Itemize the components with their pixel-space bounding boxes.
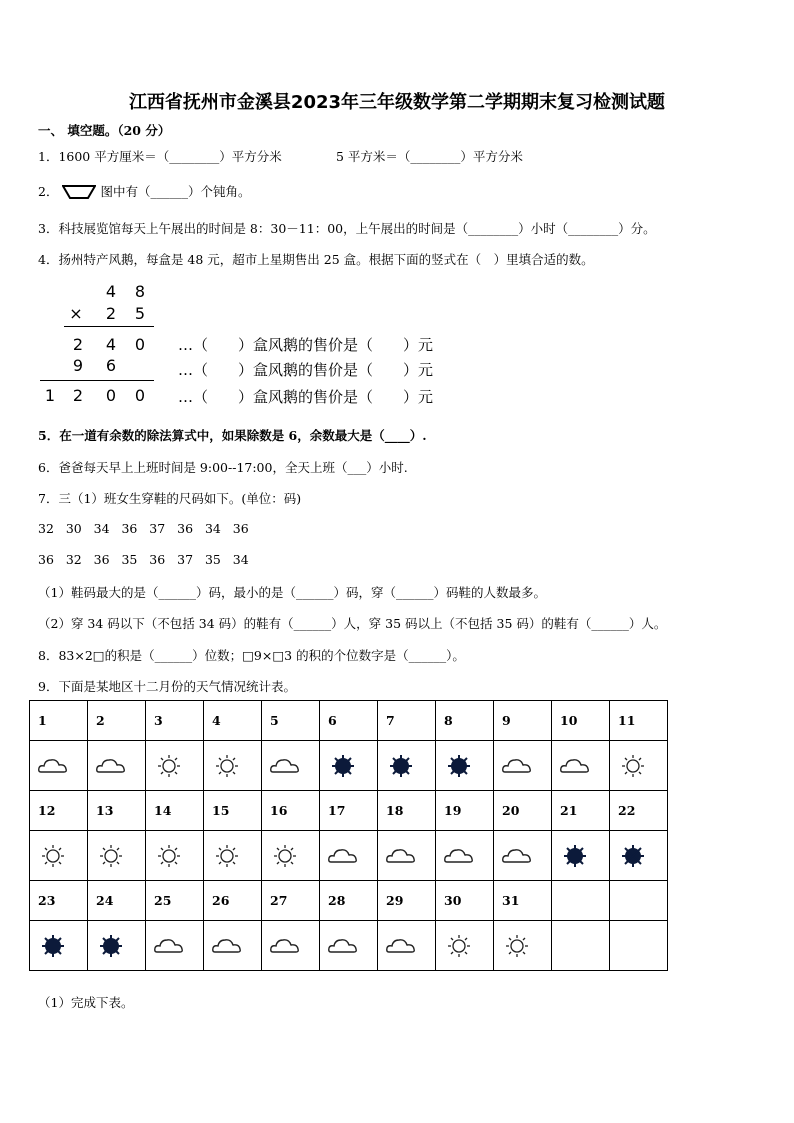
weather-day-cell: 31 — [494, 881, 552, 921]
empty-cell — [552, 921, 610, 971]
snow-icon — [443, 755, 493, 777]
sun-icon — [153, 845, 203, 867]
cloud-icon — [211, 935, 261, 957]
sun-icon — [617, 755, 667, 777]
vm-digit: 8 — [134, 282, 146, 301]
weather-day-cell: 16 — [262, 791, 320, 831]
weather-day-cell: 5 — [262, 701, 320, 741]
weather-day-cell: 4 — [204, 701, 262, 741]
question-3: 3．科技展览馆每天上午展出的时间是 8：30－11：00，上午展出的时间是（________）小时（________）分。 — [38, 221, 656, 236]
snow-icon — [327, 755, 377, 777]
vm-digit: 0 — [134, 386, 146, 405]
weather-cell — [320, 831, 378, 881]
weather-day-cell: 2 — [88, 701, 146, 741]
question-4: 4．扬州特产风鹅，每盒是 48 元，超市上星期售出 25 盒。根据下面的竖式在（ ）里填合适的数。 — [38, 252, 594, 267]
snow-icon — [37, 935, 87, 957]
sun-icon — [95, 845, 145, 867]
cloud-icon — [385, 845, 435, 867]
weather-cell — [494, 921, 552, 971]
weather-day-cell: 27 — [262, 881, 320, 921]
snow-icon — [559, 845, 609, 867]
weather-cell — [262, 741, 320, 791]
cloud-icon — [37, 755, 87, 777]
weather-cell — [146, 831, 204, 881]
weather-cell — [204, 921, 262, 971]
cloud-icon — [269, 755, 319, 777]
question-8: 8．83×2□的积是（______）位数；□9×□3 的积的个位数字是（______）。 — [38, 648, 465, 663]
sun-icon — [153, 755, 203, 777]
weather-day-cell: 15 — [204, 791, 262, 831]
question-9: 9．下面是某地区十二月份的天气情况统计表。 — [38, 679, 296, 694]
cloud-icon — [501, 845, 551, 867]
weather-table — [29, 700, 668, 971]
snow-icon — [617, 845, 667, 867]
shoe-sizes-row-1: 32 30 34 36 37 36 34 36 — [38, 521, 249, 536]
weather-day-cell: 11 — [610, 701, 668, 741]
vm-digit: × — [69, 304, 83, 323]
weather-cell — [494, 741, 552, 791]
shoe-sizes-row-2: 36 32 36 35 36 37 35 34 — [38, 552, 249, 567]
sun-icon — [443, 935, 493, 957]
cloud-icon — [327, 935, 377, 957]
weather-day-row — [30, 791, 668, 831]
question-7-sub1: （1）鞋码最大的是（______）码，最小的是（______）码，穿（______）码鞋的人数最多。 — [38, 585, 546, 600]
snow-icon — [95, 935, 145, 957]
weather-cell — [204, 831, 262, 881]
vm-note: …（ ）盒风鹅的售价是（ ）元 — [178, 388, 434, 406]
weather-cell — [88, 741, 146, 791]
weather-cell — [552, 741, 610, 791]
vm-digit: 0 — [134, 335, 146, 354]
weather-cell — [378, 921, 436, 971]
trapezoid-figure — [62, 185, 96, 199]
weather-day-cell: 24 — [88, 881, 146, 921]
vm-note: …（ ）盒风鹅的售价是（ ）元 — [178, 336, 434, 354]
sun-icon — [37, 845, 87, 867]
weather-day-cell: 20 — [494, 791, 552, 831]
weather-day-cell: 28 — [320, 881, 378, 921]
weather-day-cell: 23 — [30, 881, 88, 921]
weather-day-cell: 17 — [320, 791, 378, 831]
weather-cell — [378, 741, 436, 791]
weather-cell — [494, 831, 552, 881]
weather-day-cell: 8 — [436, 701, 494, 741]
weather-day-cell: 26 — [204, 881, 262, 921]
weather-day-cell — [552, 881, 610, 921]
question-9-sub1: （1）完成下表。 — [38, 995, 134, 1010]
weather-cell — [610, 831, 668, 881]
sun-icon — [501, 935, 551, 957]
vm-digit: 6 — [105, 356, 117, 375]
weather-day-cell: 3 — [146, 701, 204, 741]
weather-day-cell: 29 — [378, 881, 436, 921]
weather-day-row — [30, 701, 668, 741]
weather-cell — [88, 831, 146, 881]
vm-digit: 2 — [105, 304, 117, 323]
weather-day-cell: 18 — [378, 791, 436, 831]
question-7-sub2: （2）穿 34 码以下（不包括 34 码）的鞋有（______）人，穿 35 码以上（不包括 35 码）的鞋有（______）人。 — [38, 616, 667, 631]
weather-day-cell — [610, 881, 668, 921]
weather-cell — [378, 831, 436, 881]
weather-icon-row — [30, 831, 668, 881]
question-2-text: 图中有（______）个钝角。 — [100, 184, 251, 199]
vm-rule — [64, 326, 154, 327]
vm-digit: 4 — [105, 335, 117, 354]
weather-cell — [146, 921, 204, 971]
weather-icon-row — [30, 741, 668, 791]
weather-day-cell: 7 — [378, 701, 436, 741]
question-5: 5．在一道有余数的除法算式中，如果除数是 6，余数最大是（____）. — [38, 428, 427, 443]
weather-day-cell: 19 — [436, 791, 494, 831]
cloud-icon — [95, 755, 145, 777]
weather-cell — [436, 831, 494, 881]
vm-digit: 2 — [72, 386, 84, 405]
sun-icon — [211, 755, 261, 777]
sun-icon — [211, 845, 261, 867]
weather-day-cell: 13 — [88, 791, 146, 831]
weather-day-cell: 6 — [320, 701, 378, 741]
vm-digit: 1 — [44, 386, 56, 405]
question-1b: 5 平方米＝（________）平方分米 — [336, 149, 523, 164]
weather-cell — [320, 741, 378, 791]
snow-icon — [385, 755, 435, 777]
cloud-icon — [501, 755, 551, 777]
weather-day-cell: 12 — [30, 791, 88, 831]
weather-cell — [552, 831, 610, 881]
vm-note: …（ ）盒风鹅的售价是（ ）元 — [178, 361, 434, 379]
weather-cell — [88, 921, 146, 971]
weather-day-cell: 22 — [610, 791, 668, 831]
weather-day-cell: 14 — [146, 791, 204, 831]
page-title: 江西省抚州市金溪县2023年三年级数学第二学期期末复习检测试题 — [128, 92, 666, 113]
cloud-icon — [385, 935, 435, 957]
weather-cell — [30, 921, 88, 971]
weather-day-cell: 1 — [30, 701, 88, 741]
question-1a: 1．1600 平方厘米＝（________）平方分米 — [38, 149, 282, 164]
weather-cell — [610, 741, 668, 791]
sun-icon — [269, 845, 319, 867]
weather-day-cell: 9 — [494, 701, 552, 741]
weather-day-cell: 25 — [146, 881, 204, 921]
weather-cell — [262, 921, 320, 971]
cloud-icon — [269, 935, 319, 957]
weather-cell — [30, 831, 88, 881]
weather-cell — [320, 921, 378, 971]
weather-cell — [436, 921, 494, 971]
empty-cell — [610, 921, 668, 971]
question-7: 7．三（1）班女生穿鞋的尺码如下。(单位：码) — [38, 491, 302, 506]
question-2-number: 2． — [38, 184, 59, 199]
vm-digit: 2 — [72, 335, 84, 354]
cloud-icon — [559, 755, 609, 777]
vm-rule — [40, 380, 154, 381]
vm-digit: 9 — [72, 356, 84, 375]
weather-cell — [262, 831, 320, 881]
weather-cell — [30, 741, 88, 791]
vm-digit: 0 — [105, 386, 117, 405]
vm-digit: 4 — [105, 282, 117, 301]
question-2 — [38, 182, 250, 200]
weather-day-row — [30, 881, 668, 921]
weather-cell — [204, 741, 262, 791]
cloud-icon — [327, 845, 377, 867]
weather-day-cell: 10 — [552, 701, 610, 741]
vm-digit: 5 — [134, 304, 146, 323]
question-6: 6．爸爸每天早上上班时间是 9:00--17:00，全天上班（___）小时. — [38, 460, 408, 475]
cloud-icon — [443, 845, 493, 867]
cloud-icon — [153, 935, 203, 957]
weather-cell — [436, 741, 494, 791]
weather-day-cell: 30 — [436, 881, 494, 921]
section-heading: 一、 填空题。（20 分） — [38, 123, 171, 138]
weather-cell — [146, 741, 204, 791]
weather-icon-row — [30, 921, 668, 971]
weather-day-cell: 21 — [552, 791, 610, 831]
